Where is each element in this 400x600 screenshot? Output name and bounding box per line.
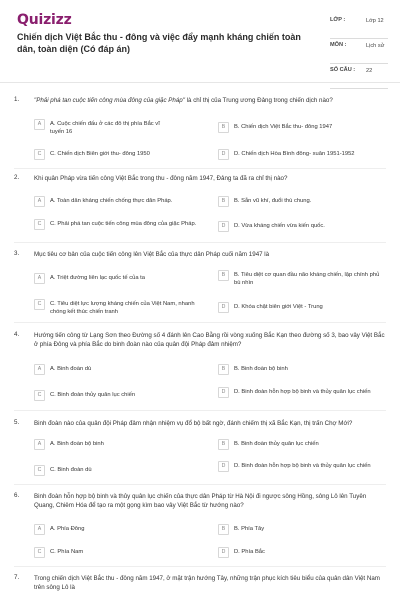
- option-text: B. Binh đoàn bộ binh: [234, 366, 288, 372]
- option-a[interactable]: [34, 271, 204, 289]
- option-text: A. Phía Đông: [50, 526, 85, 532]
- question-text: Hướng tiến công từ Lạng Sơn theo Đường số 4 đánh lên Cao Bằng rồi vòng xuống Bắc Kạn theo đường số 3, bao vây Việt Bắc ở phía Đông và phía Bắc do binh đoàn nào của quân đội Pháp đảm nhiệm?: [34, 332, 385, 348]
- option-text: D. Vừa kháng chiến vừa kiến quốc.: [234, 223, 325, 229]
- meta-class-value: Lớp 12: [366, 18, 384, 24]
- option-text: B. Binh đoàn thủy quân lục chiến: [234, 441, 319, 447]
- option-letter-box: B: [218, 524, 229, 535]
- option-text: B. Phía Tây: [234, 526, 265, 532]
- option-letter-box: C: [34, 465, 45, 476]
- option-text: D. Binh đoàn hỗn hợp bộ binh và thủy quân lục chiến: [234, 389, 371, 395]
- option-a[interactable]: [34, 437, 204, 455]
- worksheet-title: Chiến dịch Việt Bắc thu - đông và việc đẩy mạnh kháng chiến toàn dân, toàn diện (Có đáp án): [17, 32, 301, 54]
- option-text: A. Binh đoàn bộ binh: [50, 441, 104, 447]
- option-letter-box: B: [218, 439, 229, 450]
- option-b[interactable]: [218, 194, 388, 212]
- option-text: B. Chiến dịch Việt Bắc thu- đông 1947: [234, 124, 333, 130]
- option-d[interactable]: [218, 219, 388, 237]
- question-number: 7.: [14, 574, 20, 581]
- option-letter-box: A: [34, 196, 45, 207]
- option-c[interactable]: [34, 388, 204, 406]
- option-text: A. Cuộc chiến đấu ở các đô thị phía Bắc vĩ tuyến 16: [50, 121, 160, 135]
- option-text: C. Chiến dịch Biên giới thu- đông 1950: [50, 151, 150, 157]
- option-letter-box: A: [34, 364, 45, 375]
- meta-count-row: [330, 64, 388, 89]
- option-letter-box: C: [34, 390, 45, 401]
- option-letter-box: B: [218, 196, 229, 207]
- option-letter-box: D: [218, 387, 229, 398]
- option-letter-box: B: [218, 122, 229, 133]
- question-number: 6.: [14, 492, 20, 499]
- option-letter-box: A: [34, 439, 45, 450]
- option-d[interactable]: [218, 385, 388, 403]
- option-b[interactable]: [218, 437, 388, 455]
- option-b[interactable]: [218, 522, 388, 540]
- option-text: C. Binh đoàn thủy quân lục chiến: [50, 392, 136, 398]
- meta-subject-row: [330, 39, 388, 64]
- option-text: B. Tiêu diệt cơ quan đầu não kháng chiến, lập chính phủ bù nhìn: [234, 272, 380, 286]
- option-text: A. Binh đoàn dù: [50, 366, 92, 372]
- question-text: "Phải phá tan cuộc tiến công mùa đông của giặc Pháp" là chỉ thị của Trung ương Đảng trong chiến dịch nào?: [34, 97, 333, 104]
- option-c[interactable]: [34, 297, 204, 315]
- option-a[interactable]: [34, 362, 204, 380]
- question-divider: [14, 242, 386, 243]
- option-letter-box: D: [218, 547, 229, 558]
- option-letter-box: D: [218, 221, 229, 232]
- question-number: 5.: [14, 419, 20, 426]
- option-letter-box: C: [34, 299, 45, 310]
- question-number: 1.: [14, 96, 20, 103]
- option-d[interactable]: [218, 300, 388, 318]
- option-text: A. Toàn dân kháng chiến chống thực dân Pháp.: [50, 198, 173, 204]
- option-c[interactable]: [34, 217, 204, 235]
- option-d[interactable]: [218, 545, 388, 563]
- question-divider: [14, 566, 386, 567]
- option-b[interactable]: [218, 362, 388, 380]
- option-letter-box: B: [218, 364, 229, 375]
- meta-count-label: SỐ CÂU :: [330, 67, 356, 73]
- option-text: C. Phải phá tan cuộc tiến công mùa đông của giặc Pháp.: [50, 221, 197, 227]
- option-letter-box: D: [218, 461, 229, 472]
- option-letter-box: C: [34, 149, 45, 160]
- meta-divider: [330, 88, 388, 89]
- option-a[interactable]: [34, 117, 204, 135]
- option-letter-box: A: [34, 119, 45, 130]
- option-d[interactable]: [218, 459, 388, 477]
- option-c[interactable]: [34, 545, 204, 563]
- header-divider: [0, 82, 400, 83]
- option-letter-box: C: [34, 219, 45, 230]
- question-text: Mục tiêu cơ bản của cuộc tiến công lên Việt Bắc của thực dân Pháp cuối năm 1947 là: [34, 251, 270, 258]
- quizizz-logo: Quizizz: [17, 12, 72, 28]
- question-text: Binh đoàn nào của quân đội Pháp đảm nhận nhiệm vụ đổ bộ bất ngờ, đánh chiếm thị xã Bắc Kạn, thị trấn Chợ Mới?: [34, 420, 353, 427]
- option-letter-box: D: [218, 149, 229, 160]
- worksheet-meta: [330, 14, 388, 89]
- question-number: 4.: [14, 331, 20, 338]
- option-c[interactable]: [34, 463, 204, 481]
- option-letter-box: A: [34, 273, 45, 284]
- question-divider: [14, 168, 386, 169]
- option-text: A. Triệt đường liên lạc quốc tế của ta: [50, 275, 146, 281]
- option-a[interactable]: [34, 522, 204, 540]
- option-letter-box: B: [218, 270, 229, 281]
- worksheet-header: [0, 0, 400, 82]
- meta-subject-label: MÔN :: [330, 42, 347, 48]
- question-number: 3.: [14, 250, 20, 257]
- option-d[interactable]: [218, 147, 388, 165]
- meta-subject-value: Lịch sử: [366, 43, 385, 49]
- option-text: C. Phía Nam: [50, 549, 84, 555]
- option-text: D. Khóa chặt biên giới Việt - Trung: [234, 304, 323, 310]
- quoted-directive: "Phải phá tan cuộc tiến công mùa đông của giặc Pháp": [34, 97, 185, 104]
- option-text: C. Binh đoàn dù: [50, 467, 92, 473]
- option-text: C. Tiêu diệt lực lượng kháng chiến của Việt Nam, nhanh chóng kết thúc chiến tranh: [50, 301, 195, 315]
- question-text: Binh đoàn hỗn hợp bộ binh và thủy quân lục chiến của thực dân Pháp từ Hà Nội đi ngược sông Hồng, sông Lô lên Tuyên Quang, Chiêm Hóa để tạo ra một gọng kìm bao vây Việt Bắc từ hướng nào?: [34, 493, 367, 509]
- option-letter-box: C: [34, 547, 45, 558]
- option-text: D. Binh đoàn hỗn hợp bộ binh và thủy quân lục chiến: [234, 463, 371, 469]
- option-letter-box: D: [218, 302, 229, 313]
- question-divider: [14, 322, 386, 323]
- meta-class-row: [330, 14, 388, 39]
- question-text: Khi quân Pháp vừa tiến công Việt Bắc trong thu - đông năm 1947, Đảng ta đã ra chỉ thị nào?: [34, 175, 288, 182]
- option-text: B. Sẵn vũ khí, đuổi thù chung.: [234, 198, 312, 204]
- question-number: 2.: [14, 174, 20, 181]
- meta-count-value: 22: [366, 68, 373, 74]
- option-text: D. Chiến dịch Hòa Bình đông- xuân 1951-1952: [234, 151, 355, 157]
- question-divider: [14, 410, 386, 411]
- option-b[interactable]: [218, 268, 388, 286]
- option-c[interactable]: [34, 147, 204, 165]
- option-text: D. Phía Bắc: [234, 549, 265, 555]
- option-a[interactable]: [34, 194, 204, 212]
- question-text: Trong chiến dịch Việt Bắc thu - đông năm 1947, ở mặt trận hướng Tây, những trận phục kích tiêu biểu của quân dân Việt Nam trên sông Lô là: [34, 575, 380, 591]
- option-letter-box: A: [34, 524, 45, 535]
- option-b[interactable]: [218, 120, 388, 138]
- meta-class-label: LỚP :: [330, 17, 346, 23]
- question-divider: [14, 484, 386, 485]
